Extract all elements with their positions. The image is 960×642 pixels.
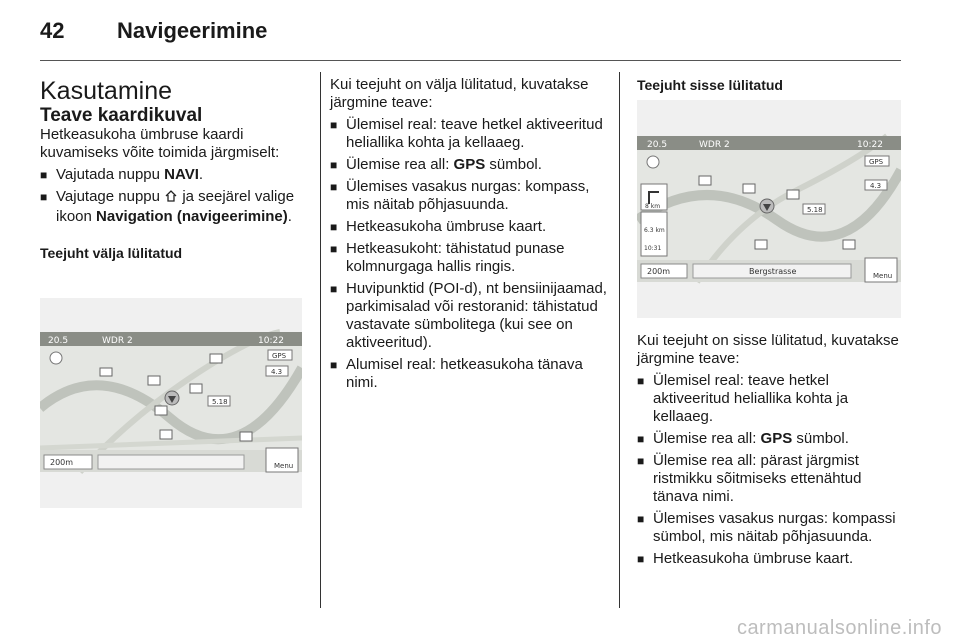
list-item [40, 188, 310, 226]
navi-label: NAVI [164, 166, 199, 183]
watermark: carmanualsonline.info [736, 617, 942, 639]
clock-label: 10:22 [258, 336, 284, 346]
list-item: ■ Hetkeasukoha ümbruse kaart. [330, 218, 608, 236]
gps-term: GPS [453, 156, 486, 173]
remaining-distance: 6.3 km [644, 227, 665, 234]
gps-label: GPS [869, 158, 884, 166]
bullet-list [637, 372, 901, 568]
poi-icon [190, 384, 202, 393]
compass-icon [50, 352, 62, 364]
clock-label: 10:22 [857, 140, 883, 150]
scale-label: 200m [647, 267, 671, 276]
page-number: 42 [40, 18, 65, 43]
poi-icon [240, 432, 252, 441]
text: sümbol. [485, 156, 542, 173]
text: ja seejärel valige ikoon [56, 188, 295, 225]
section-title: Kasutamine [40, 77, 173, 105]
poi-icon [699, 176, 711, 185]
road-label-b: 5.18 [212, 398, 228, 406]
list-item: ■ Ülemisel real: teave hetkel aktiveeritud heliallika kohta ja kellaaeg. [330, 116, 608, 152]
list-item [637, 430, 901, 448]
column-3-body [637, 332, 901, 568]
list-item: ■ Ülemises vasakus nurgas: kompassi sümbol, mis näitab põhjasuunda. [637, 510, 901, 546]
list-item: ■ Huvipunktid (POI-d), nt bensiinijaamad, parkimisalad või restoranid: tähistatud vastavate sümbolitega (kui see on aktiveeritud). [330, 280, 608, 352]
list-item: ■ Ülemisel real: teave hetkel aktiveeritud heliallika kohta ja kellaaeg. [637, 372, 901, 426]
list-item: ■ Ülemise rea all: pärast järgmist ristmikku sõitmiseks ettenähtud tänava nimi. [637, 452, 901, 506]
scale-label: 200m [50, 458, 74, 467]
column-2 [330, 76, 608, 392]
gps-term: GPS [760, 430, 793, 447]
turn-distance: 8 km [645, 203, 661, 210]
text: Vajutage nuppu [56, 188, 165, 205]
compass-icon [647, 156, 659, 168]
poi-icon [160, 430, 172, 439]
list-item: ■ Ülemises vasakus nurgas: kompass, mis näitab põhjasuunda. [330, 178, 608, 214]
column-1 [40, 76, 310, 262]
text: . [198, 166, 204, 183]
poi-icon [843, 240, 855, 249]
list-item: ■ Alumisel real: hetkeasukoha tänava nimi. [330, 356, 608, 392]
street-field [98, 455, 244, 469]
list-item: ■ Hetkeasukoha ümbruse kaart. [637, 550, 901, 568]
chapter-title: Navigeerimine [117, 18, 268, 43]
navigation-label: Navigation (navigeerimine) [96, 208, 288, 225]
home-icon [164, 189, 178, 208]
text: . [287, 208, 292, 225]
column-3 [637, 76, 901, 94]
poi-icon [743, 184, 755, 193]
list-item [330, 156, 608, 174]
map-figure-guidance-off [40, 298, 302, 508]
figure-title: Teejuht välja lülitatud [40, 245, 183, 261]
road-label-a: 4.3 [870, 182, 882, 190]
subsection-title: Teave kaardikuval [40, 105, 203, 126]
poi-icon [100, 368, 112, 376]
text: Vajutada nuppu [56, 166, 165, 183]
intro-text: Hetkeasukoha ümbruse kaardi kuvamiseks võite toimida järgmiselt: [40, 126, 280, 161]
station-label: WDR 2 [699, 140, 730, 150]
poi-icon [148, 376, 160, 385]
text: Ülemise rea all: [653, 430, 761, 447]
column-divider-1 [320, 72, 321, 608]
figure-title: Teejuht sisse lülitatud [637, 77, 783, 93]
intro-text: Kui teejuht on sisse lülitatud, kuvatakse järgmine teave: [637, 332, 899, 367]
header-divider [40, 60, 901, 61]
column-divider-2 [619, 72, 620, 608]
menu-label: Menu [274, 462, 294, 470]
road-label-b: 5.18 [807, 206, 823, 214]
arrival-time: 10:31 [644, 245, 662, 252]
text: Ülemise rea all: [346, 156, 454, 173]
poi-icon [787, 190, 799, 199]
gps-label: GPS [272, 352, 287, 360]
list-item [40, 166, 310, 184]
street-name: Bergstrasse [749, 267, 797, 276]
poi-icon [155, 406, 167, 415]
poi-icon [755, 240, 767, 249]
poi-icon [210, 354, 222, 363]
list-item: ■ Hetkeasukoht: tähistatud punase kolmnurgaga hallis ringis. [330, 240, 608, 276]
bullet-list [330, 116, 608, 392]
temp-label: 20.5 [48, 336, 69, 346]
bullet-list [40, 166, 310, 226]
text: sümbol. [792, 430, 849, 447]
station-label: WDR 2 [102, 336, 133, 346]
map-figure-guidance-on [637, 100, 901, 318]
menu-label: Menu [873, 272, 893, 280]
temp-label: 20.5 [647, 140, 668, 150]
intro-text: Kui teejuht on välja lülitatud, kuvatakse järgmine teave: [330, 76, 589, 111]
road-label-a: 4.3 [271, 368, 283, 376]
